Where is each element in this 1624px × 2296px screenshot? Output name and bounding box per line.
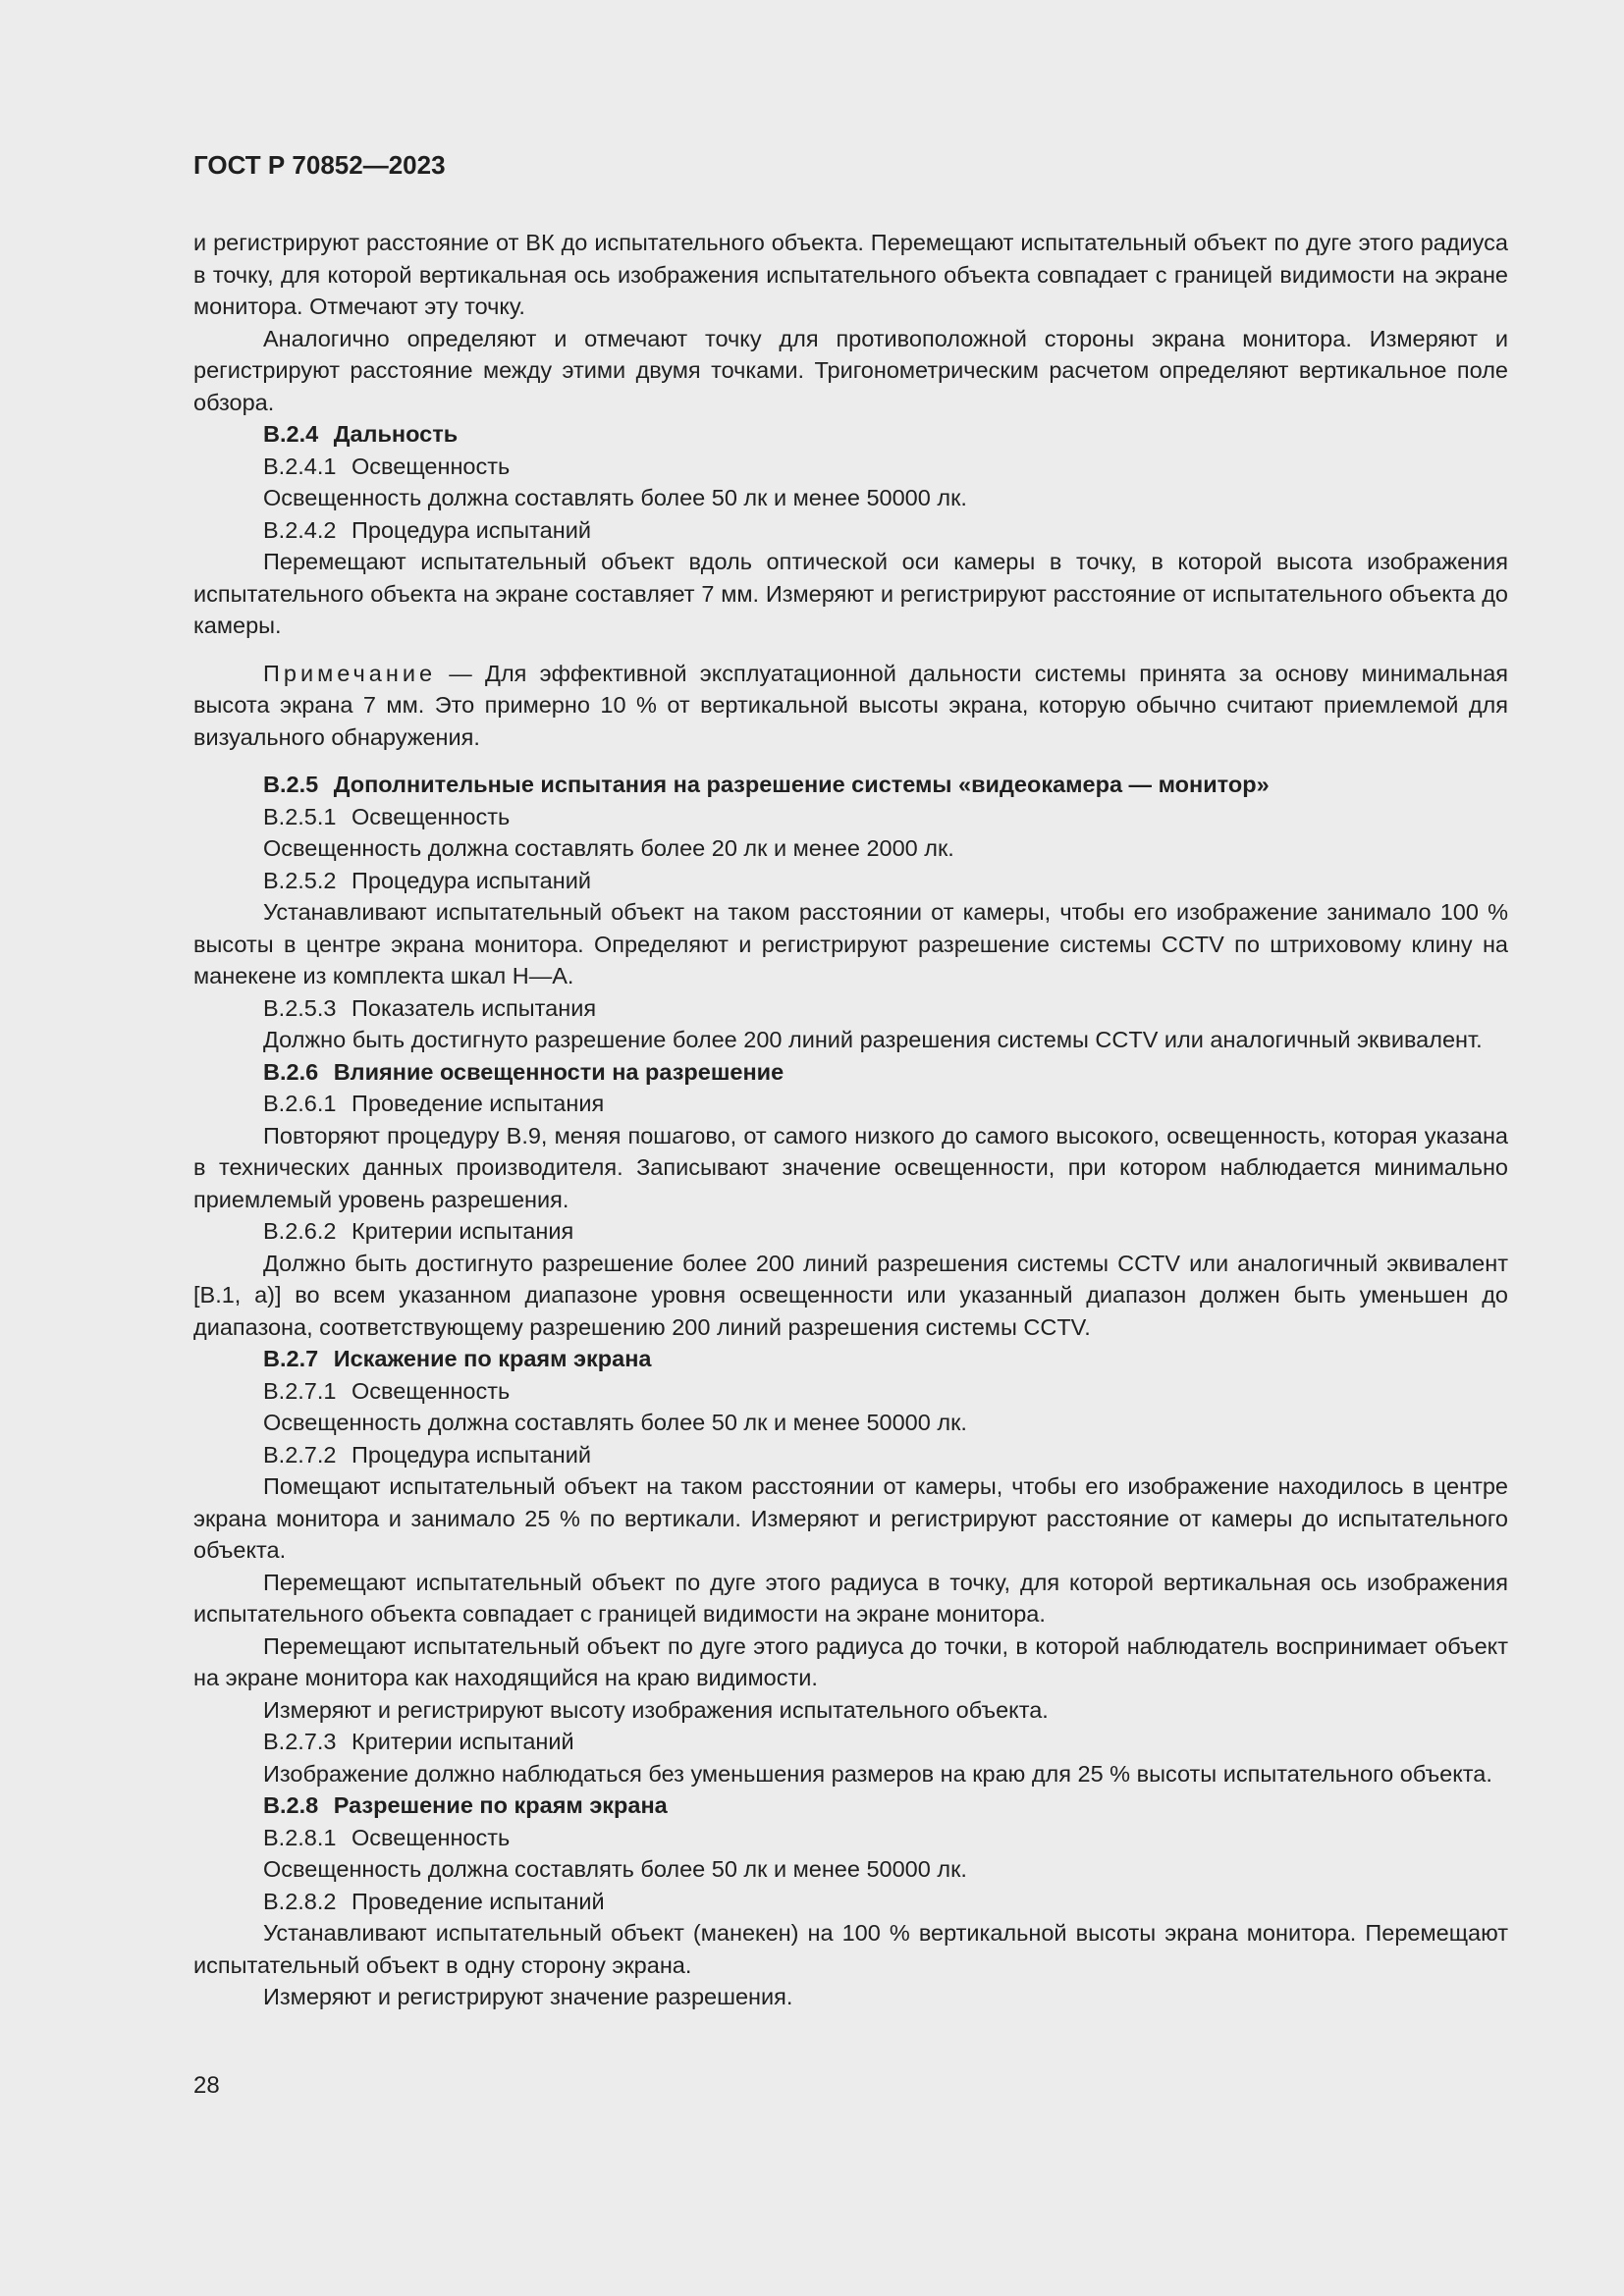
subsection-heading-b241: В.2.4.1 Освещенность <box>263 453 511 479</box>
section-heading-b28: В.2.8 Разрешение по краям экрана <box>263 1792 668 1818</box>
paragraph: Перемещают испытательный объект по дуге этого радиуса до точки, в которой наблюдатель воспринимает объект на экране монитора как находящийся на краю видимости. <box>193 1632 1508 1690</box>
section-heading-b24: В.2.4 Дальность <box>263 421 459 447</box>
paragraph: Устанавливают испытательный объект на таком расстоянии от камеры, чтобы его изображение занимало 100 % высоты в центре экрана монитора. Определяют и регистрируют разрешение системы CCTV по штриховому клину на манекене из комплекта шкал Н—А. <box>193 899 1508 988</box>
paragraph: Изображение должно наблюдаться без уменьшения размеров на краю для 25 % высоты испытательного объекта. <box>263 1760 1492 1787</box>
section-heading-b25: В.2.5 Дополнительные испытания на разрешение системы «видеокамера — монитор» <box>263 772 1270 797</box>
document-page <box>193 149 1508 2013</box>
paragraph: Помещают испытательный объект на таком расстоянии от камеры, чтобы его изображение находилось в центре экрана монитора и занимало 25 % по вертикали. Измеряют и регистрируют расстояние от камеры до испытательного объекта. <box>193 1473 1508 1563</box>
note-paragraph <box>193 658 1508 754</box>
subsection-heading-b253: В.2.5.3 Показатель испытания <box>263 994 597 1021</box>
subsection-heading-b242: В.2.4.2 Процедура испытаний <box>263 516 591 543</box>
paragraph: Должно быть достигнуто разрешение более 200 линий разрешения системы CCTV или аналогичный эквивалент [В.1, а)] во всем указанном диапазоне уровня освещенности или указанный диапазон должен быть уменьшен до диапазона, соответствующему разрешению 200 линий разрешения системы CCTV. <box>193 1250 1508 1340</box>
note-label: Примечание <box>263 660 437 686</box>
subsection-heading-b262: В.2.6.2 Критерии испытания <box>263 1218 574 1244</box>
paragraph: Измеряют и регистрируют высоту изображения испытательного объекта. <box>263 1696 1049 1723</box>
subsection-heading-b252: В.2.5.2 Процедура испытаний <box>263 867 591 893</box>
subsection-heading-b271: В.2.7.1 Освещенность <box>263 1377 511 1404</box>
paragraph: Устанавливают испытательный объект (манекен) на 100 % вертикальной высоты экрана монитора. Перемещают испытательный объект в одну сторону экрана. <box>193 1920 1508 1978</box>
paragraph: Перемещают испытательный объект вдоль оптической оси камеры в точку, в которой высота изображения испытательного объекта на экране составляет 7 мм. Измеряют и регистрируют расстояние от испытательного объекта до камеры. <box>193 549 1508 638</box>
paragraph: Аналогично определяют и отмечают точку для противоположной стороны экрана монитора. Измеряют и регистрируют расстояние между этими двумя точками. Тригонометрическим расчетом определяют вертикальное поле обзора. <box>193 325 1508 415</box>
paragraph: Освещенность должна составлять более 50 лк и менее 50000 лк. <box>263 1410 967 1435</box>
subsection-heading-b251: В.2.5.1 Освещенность <box>263 803 511 829</box>
paragraph: Перемещают испытательный объект по дуге этого радиуса в точку, для которой вертикальная ось изображения испытательного объекта совпадает с границей видимости на экране монитора. <box>193 1569 1508 1627</box>
subsection-heading-b273: В.2.7.3 Критерии испытаний <box>263 1729 574 1754</box>
subsection-heading-b272: В.2.7.2 Процедура испытаний <box>263 1441 591 1468</box>
paragraph: Должно быть достигнуто разрешение более 200 линий разрешения системы CCTV или аналогичный эквивалент. <box>263 1027 1483 1052</box>
paragraph-continuation: и регистрируют расстояние от ВК до испытательного объекта. Перемещают испытательный объект по дуге этого радиуса в точку, для которой вертикальная ось изображения испытательного объекта совпадает с границей видимости на экране монитора. Отмечают эту точку. <box>193 230 1508 319</box>
subsection-heading-b261: В.2.6.1 Проведение испытания <box>263 1091 605 1116</box>
paragraph: Измеряют и регистрируют значение разрешения. <box>263 1984 793 2009</box>
subsection-heading-b282: В.2.8.2 Проведение испытаний <box>263 1888 605 1914</box>
note-text: — Для эффективной эксплуатационной дальности системы принята за основу минимальная высота экрана 7 мм. Это примерно 10 % от вертикальной высоты экрана, которую обычно считают приемлемой для визуального обнаружения. <box>193 660 1508 750</box>
page-number: 28 <box>193 2072 220 2099</box>
subsection-heading-b281: В.2.8.1 Освещенность <box>263 1824 511 1850</box>
document-header-title: ГОСТ Р 70852—2023 <box>193 150 446 180</box>
paragraph: Освещенность должна составлять более 50 лк и менее 50000 лк. <box>263 1856 967 1882</box>
paragraph: Повторяют процедуру В.9, меняя пошагово, от самого низкого до самого высокого, освещенность, которая указана в технических данных производителя. Записывают значение освещенности, при котором наблюдается минимально приемлемый уровень разрешения. <box>193 1122 1508 1212</box>
section-heading-b26: В.2.6 Влияние освещенности на разрешение <box>263 1058 785 1085</box>
paragraph: Освещенность должна составлять более 20 лк и менее 2000 лк. <box>263 835 954 861</box>
paragraph: Освещенность должна составлять более 50 лк и менее 50000 лк. <box>263 485 967 510</box>
section-heading-b27: В.2.7 Искажение по краям экрана <box>263 1346 652 1371</box>
